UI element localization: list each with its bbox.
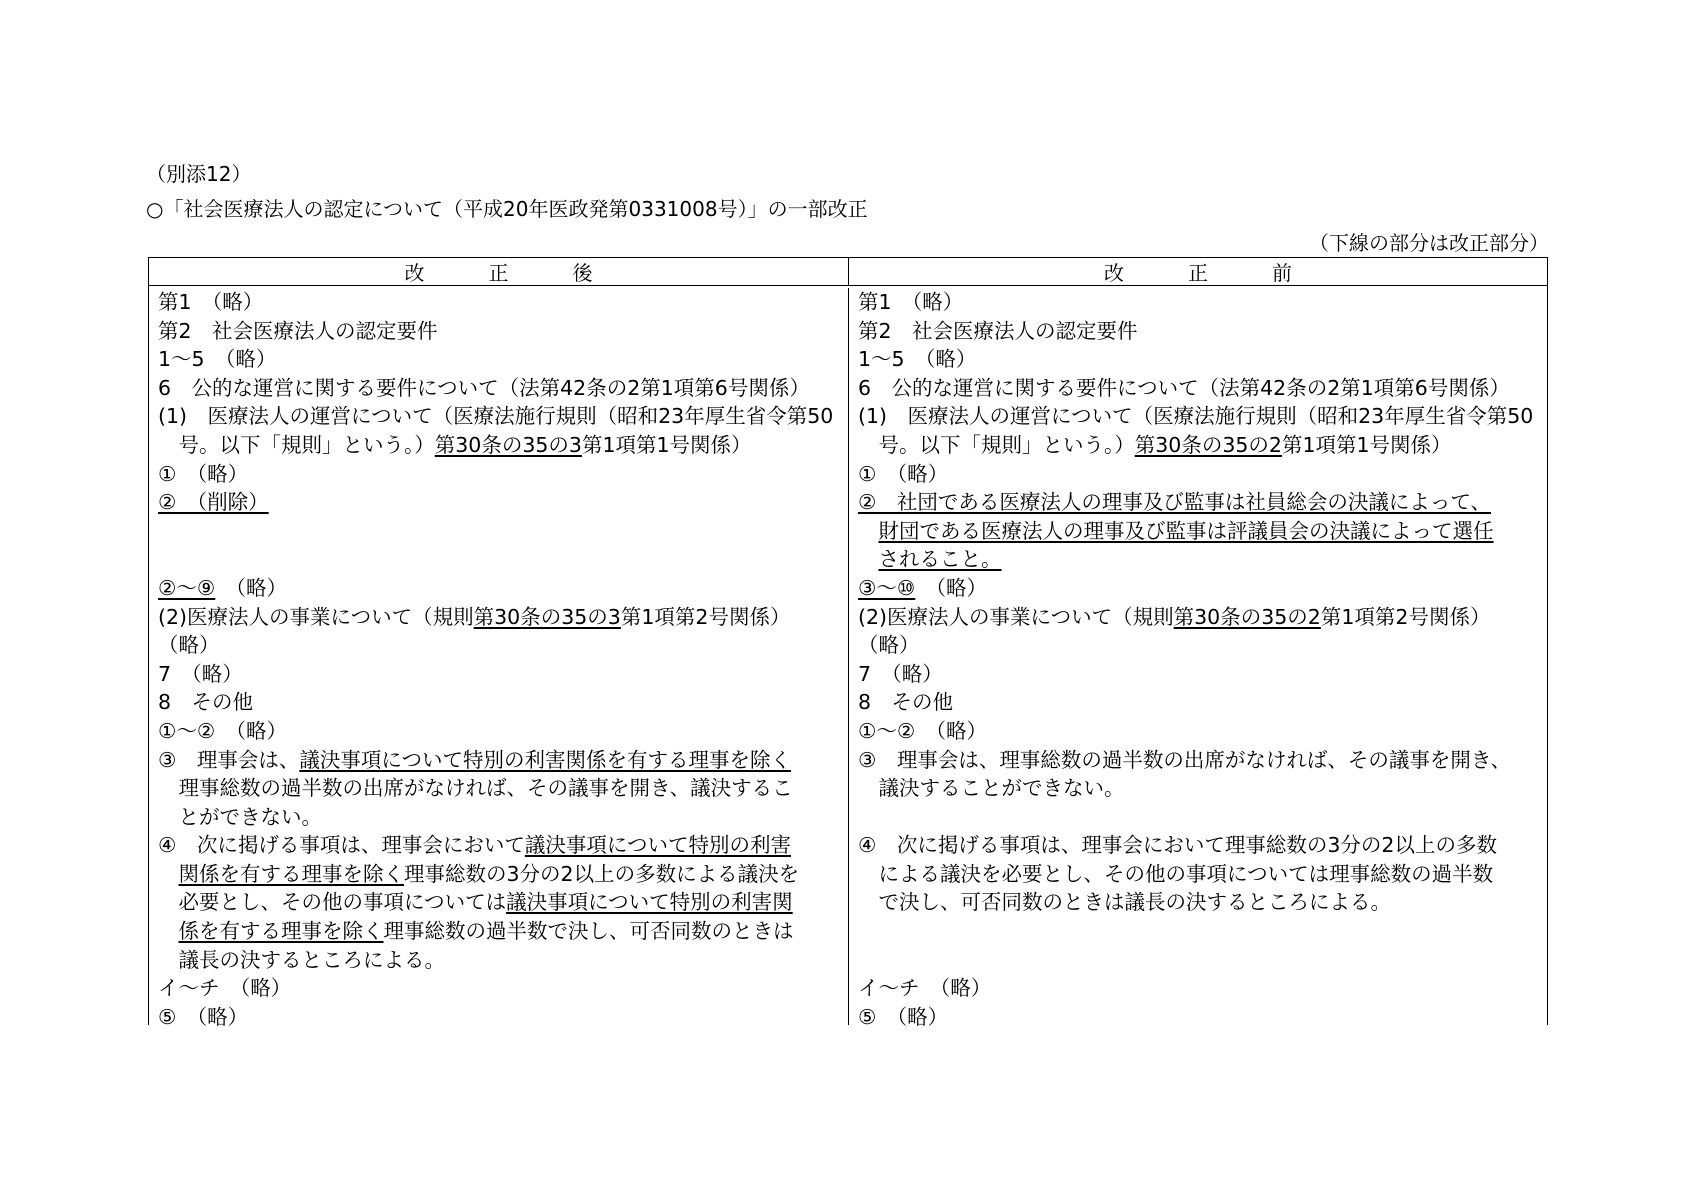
before-revision-column <box>849 288 1547 1029</box>
text-segment: ③ 理事会は、 <box>158 747 300 772</box>
text-line <box>158 660 848 689</box>
amended-text: 第30条の35の3 <box>434 432 582 457</box>
text-line <box>158 488 848 517</box>
amended-text: 第30条の35の2 <box>1134 432 1282 457</box>
amended-text: 議決事項について特別の利害関係を有する理事を除く <box>299 747 791 772</box>
text-line <box>158 746 848 775</box>
text-line <box>858 631 1547 660</box>
text-segment: 第1項第2号関係） <box>620 604 791 629</box>
amended-text: 議決事項について特別の利害関 <box>506 890 793 915</box>
text-line <box>158 888 848 917</box>
text-line <box>158 717 848 746</box>
text-segment: 第1 （略） <box>858 290 964 314</box>
amended-text: 第30条の35の2 <box>1173 604 1321 629</box>
text-segment: 7 （略） <box>858 661 943 686</box>
amended-text: されること。 <box>878 547 1002 572</box>
text-line <box>158 1003 848 1032</box>
text-line <box>158 831 848 860</box>
amended-text: ②～⑨ <box>158 575 216 600</box>
text-segment: （略） <box>915 575 988 600</box>
text-segment: （略） <box>858 633 920 658</box>
after-revision-heading <box>149 258 849 286</box>
text-segment: (2)医療法人の事業について（規則 <box>158 604 474 629</box>
text-line <box>858 374 1547 403</box>
text-segment: による議決を必要とし、その他の事項については理事総数の過半数 <box>858 861 1494 886</box>
text-segment: 号。以下「規則」という。） <box>858 432 1135 457</box>
text-line <box>158 860 848 889</box>
heading-char: 前 <box>1272 261 1292 285</box>
text-segment: ④ 次に掲げる事項は、理事会において理事総数の3分の2以上の多数 <box>858 833 1497 858</box>
amended-text: ② 社団である医療法人の理事及び監事は社員総会の決議によって、 <box>858 490 1491 515</box>
text-line <box>158 374 848 403</box>
text-line <box>158 460 848 489</box>
text-segment <box>858 519 879 543</box>
text-segment: 1～5 （略） <box>158 347 277 372</box>
text-line <box>858 774 1547 803</box>
text-segment <box>158 919 179 943</box>
text-segment: 第1項第2号関係） <box>1320 604 1491 629</box>
text-line <box>858 460 1547 489</box>
text-segment: (2)医療法人の事業について（規則 <box>858 604 1174 629</box>
text-line <box>858 746 1547 775</box>
text-line <box>158 603 848 632</box>
text-segment: 第1項第1号関係） <box>581 432 752 457</box>
text-line <box>158 345 848 374</box>
text-segment: 8 その他 <box>158 690 254 715</box>
text-line <box>158 545 848 574</box>
text-segment: 必要とし、その他の事項については <box>158 890 507 915</box>
text-segment: ①～② （略） <box>158 718 288 743</box>
text-line <box>858 660 1547 689</box>
underline-note: （下線の部分は改正部分） <box>1309 231 1549 255</box>
text-line <box>158 974 848 1003</box>
text-line <box>158 402 848 431</box>
text-line <box>158 431 848 460</box>
text-segment: （略） <box>215 575 288 600</box>
text-segment: ③ 理事会は、理事総数の過半数の出席がなければ、その議事を開き、 <box>858 747 1512 772</box>
text-segment: 第2 社会医療法人の認定要件 <box>858 318 1138 343</box>
text-segment <box>158 862 179 886</box>
text-line <box>858 888 1547 917</box>
annex-label: （別添12） <box>146 162 252 186</box>
text-line <box>158 688 848 717</box>
heading-char: 改 <box>404 261 425 285</box>
text-segment <box>858 547 879 571</box>
amended-text: ③～⑩ <box>858 575 916 600</box>
text-line <box>858 1003 1547 1032</box>
text-segment: ①～② （略） <box>858 718 988 743</box>
heading-char: 後 <box>572 261 593 285</box>
text-segment: とができない。 <box>158 804 322 829</box>
document-title: ○「社会医療法人の認定について（平成20年医政発第0331008号）」の一部改正 <box>146 197 868 221</box>
text-line <box>858 946 1547 975</box>
text-line <box>158 774 848 803</box>
text-line <box>158 917 848 946</box>
text-segment: ⑤ （略） <box>158 1004 249 1029</box>
text-line <box>858 288 1547 317</box>
text-segment: 1～5 （略） <box>858 347 977 372</box>
after-revision-column <box>149 288 849 1029</box>
text-line <box>858 974 1547 1003</box>
text-segment: 理事総数の過半数で決し、可否同数のときは <box>383 919 794 944</box>
text-segment: 8 その他 <box>858 690 954 715</box>
text-line <box>158 803 848 832</box>
text-line <box>858 860 1547 889</box>
text-segment: 第1項第1号関係） <box>1281 432 1452 457</box>
text-line <box>858 317 1547 346</box>
text-segment: 議決することができない。 <box>858 776 1125 801</box>
text-line <box>858 402 1547 431</box>
text-segment: (1) 医療法人の運営について（医療法施行規則（昭和23年厚生省令第50 <box>158 404 834 429</box>
text-line <box>858 574 1547 603</box>
text-line <box>858 717 1547 746</box>
text-segment: 号。以下「規則」という。） <box>158 432 435 457</box>
text-segment: ① （略） <box>858 461 949 486</box>
text-segment: ① （略） <box>158 461 249 486</box>
text-line <box>858 345 1547 374</box>
text-line <box>158 517 848 546</box>
text-segment: 第2 社会医療法人の認定要件 <box>158 318 438 343</box>
text-segment: ④ 次に掲げる事項は、理事会において <box>158 833 525 858</box>
text-line <box>158 574 848 603</box>
text-segment: 6 公的な運営に関する要件について（法第42条の2第1項第6号関係） <box>158 375 810 400</box>
text-segment: 議長の決するところによる。 <box>158 947 445 972</box>
text-line <box>858 517 1547 546</box>
text-segment: 理事総数の過半数の出席がなければ、その議事を開き、議決するこ <box>158 776 793 801</box>
amended-text: ② （削除） <box>158 490 269 515</box>
text-line <box>858 488 1547 517</box>
before-revision-heading <box>849 258 1547 286</box>
text-segment: 第1 （略） <box>158 290 264 314</box>
amended-text: 関係を有する理事を除く <box>178 861 404 886</box>
text-segment: （略） <box>158 633 220 658</box>
text-segment: ⑤ （略） <box>858 1004 949 1029</box>
text-line <box>858 545 1547 574</box>
amended-text: 議決事項について特別の利害 <box>524 833 791 858</box>
heading-char: 改 <box>1104 261 1124 285</box>
text-segment: 理事総数の3分の2以上の多数による議決を <box>404 861 800 886</box>
text-line <box>158 288 848 317</box>
heading-char: 正 <box>1188 261 1208 285</box>
text-segment: 7 （略） <box>158 661 243 686</box>
text-segment: イ～チ （略） <box>858 976 992 1001</box>
text-segment: イ～チ （略） <box>158 976 292 1001</box>
text-line <box>858 688 1547 717</box>
heading-char: 正 <box>488 261 509 285</box>
amended-text: 係を有する理事を除く <box>178 919 384 944</box>
text-line <box>858 603 1547 632</box>
comparison-table <box>148 257 1548 1029</box>
text-line <box>158 317 848 346</box>
text-line <box>858 917 1547 946</box>
text-segment: で決し、可否同数のときは議長の決するところによる。 <box>858 890 1391 915</box>
text-line <box>858 831 1547 860</box>
text-line <box>858 431 1547 460</box>
text-line <box>858 803 1547 832</box>
text-line <box>158 631 848 660</box>
text-line <box>158 946 848 975</box>
amended-text: 第30条の35の3 <box>473 604 621 629</box>
text-segment: 6 公的な運営に関する要件について（法第42条の2第1項第6号関係） <box>858 375 1510 400</box>
text-segment: (1) 医療法人の運営について（医療法施行規則（昭和23年厚生省令第50 <box>858 404 1534 429</box>
amended-text: 財団である医療法人の理事及び監事は評議員会の決議によって選任 <box>878 518 1494 543</box>
